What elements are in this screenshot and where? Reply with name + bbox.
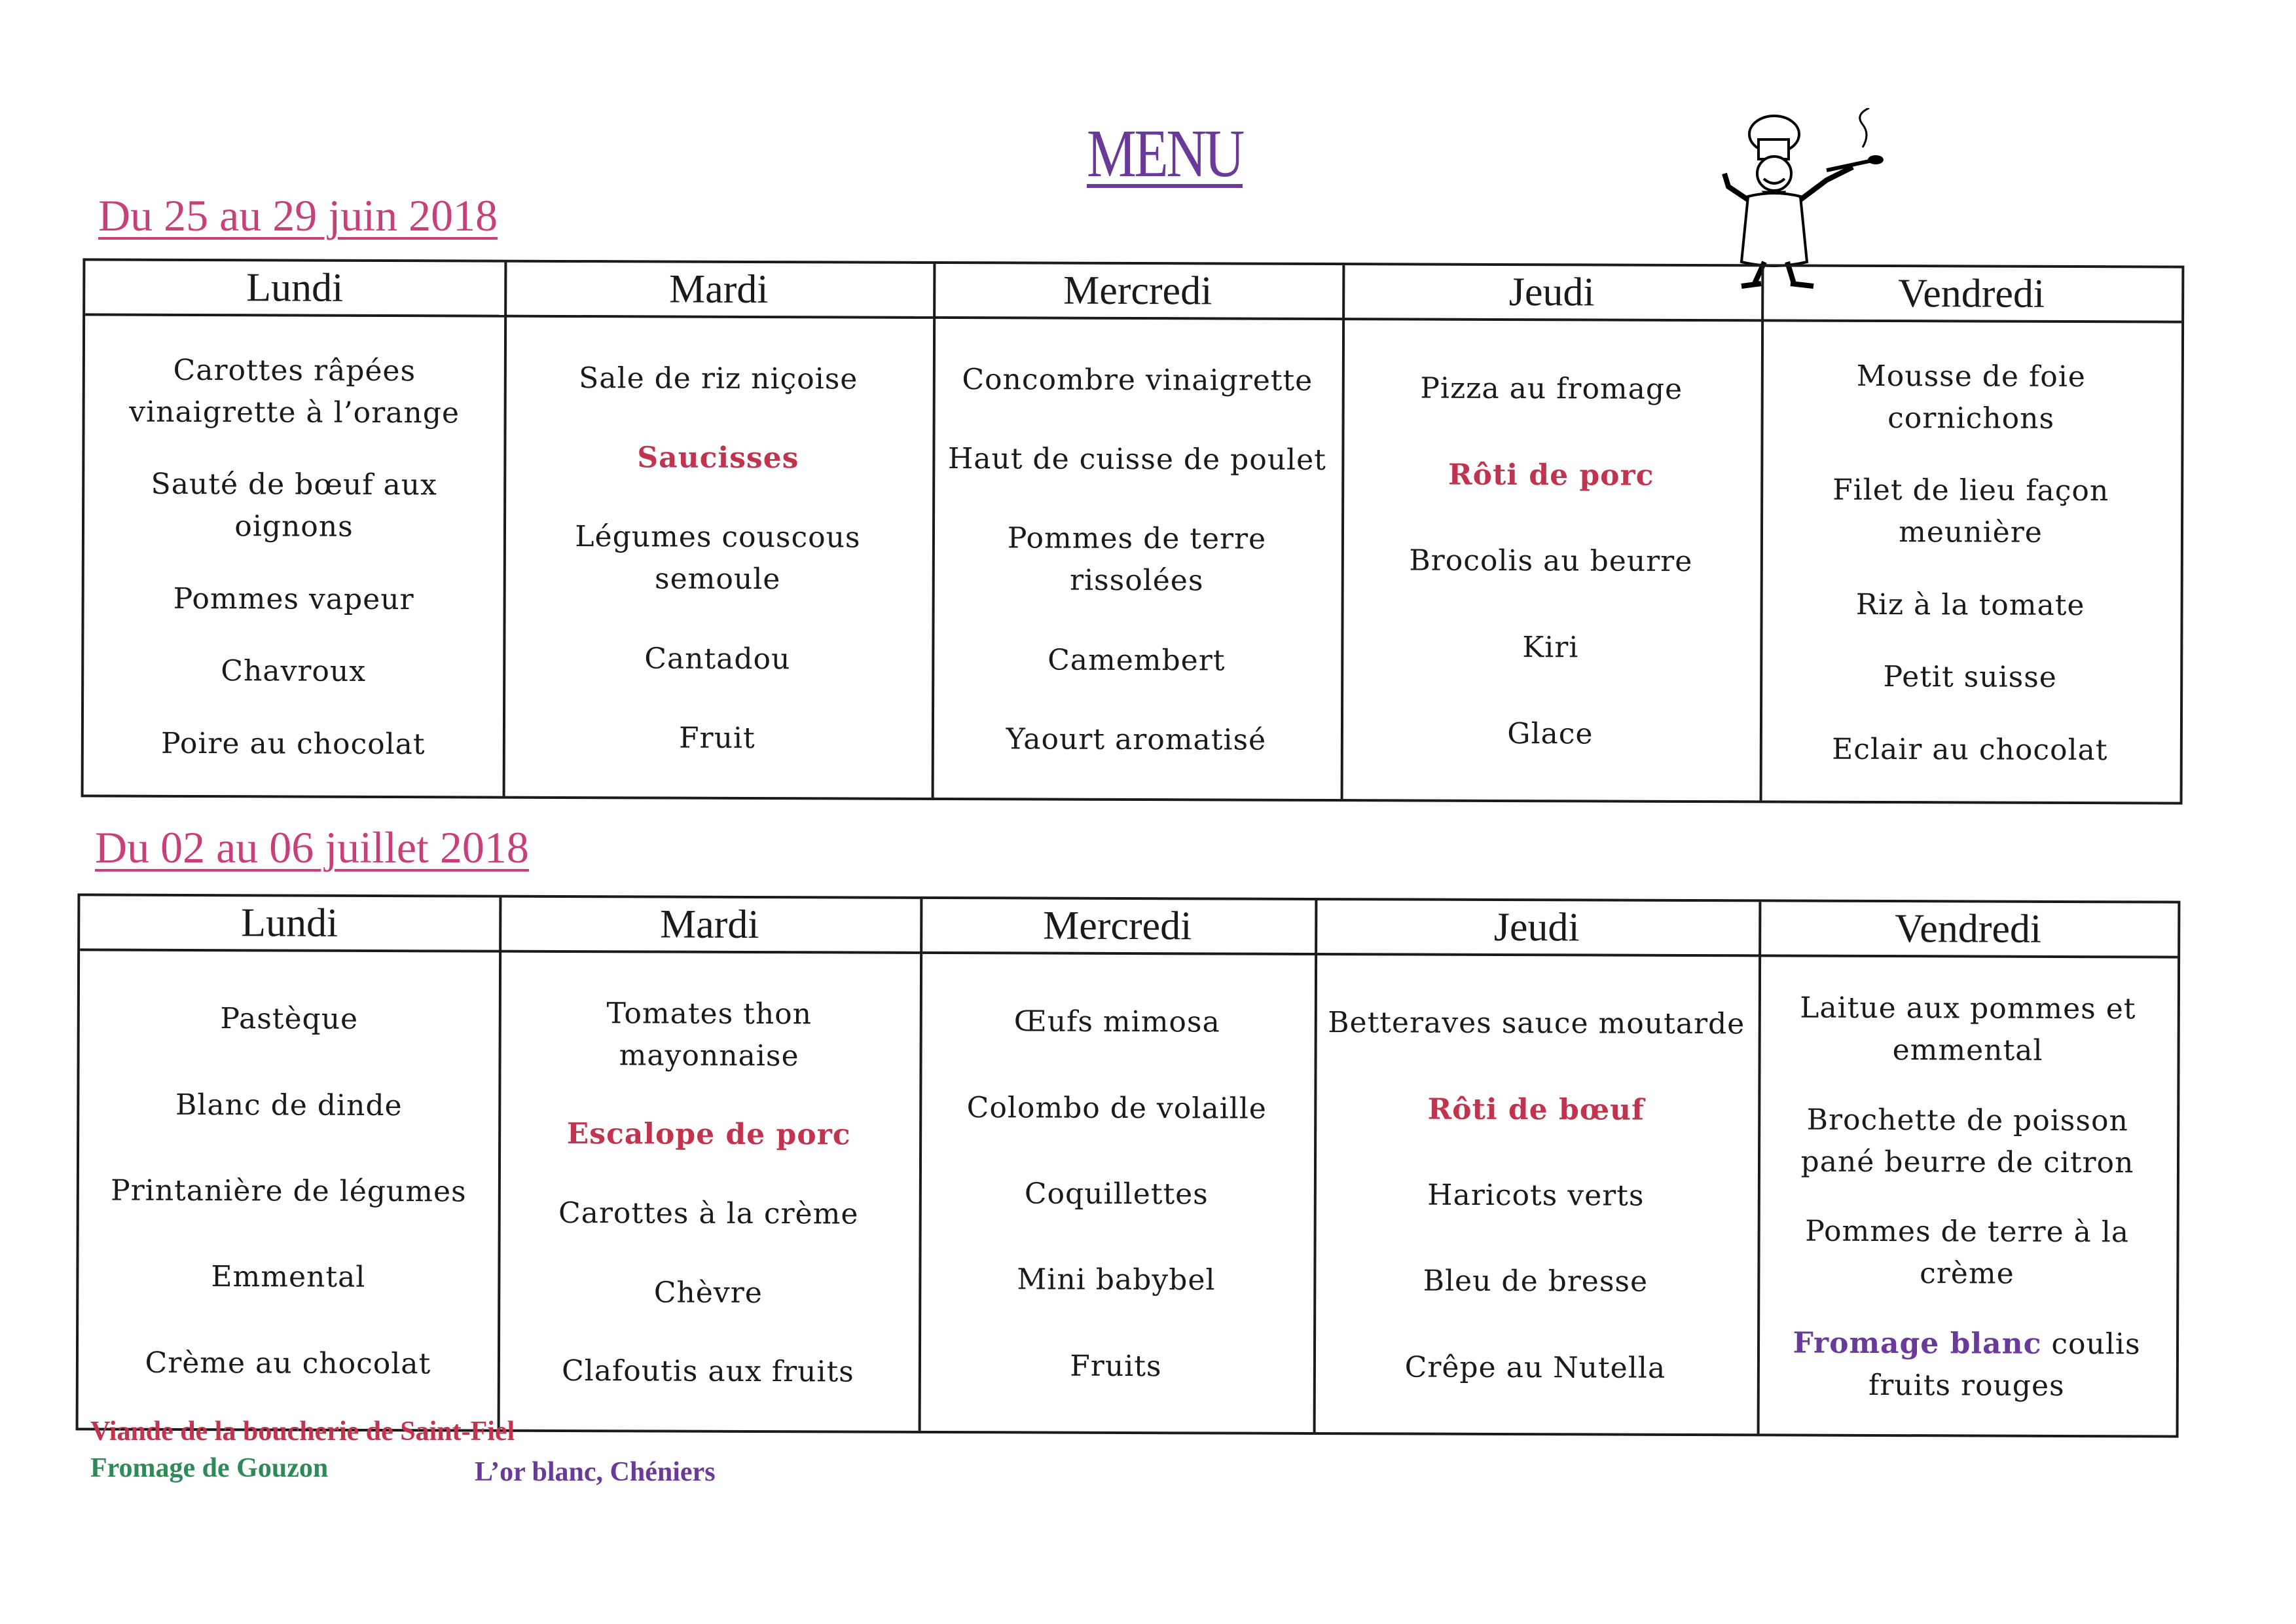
day-header: Lundi: [80, 896, 499, 952]
day-header: Mardi: [499, 898, 920, 954]
week-2-title: Du 02 au 06 juillet 2018: [95, 822, 529, 872]
dish-item: Concombre vinaigrette: [962, 363, 1313, 398]
dish-item: Brocolis au beurre: [1409, 544, 1693, 579]
dish-item: Carottes à la crème: [558, 1196, 859, 1231]
dish-item: Blanc de dinde: [175, 1088, 403, 1122]
dish-list: [1326, 958, 1746, 1433]
dish-item: Fruits: [1070, 1349, 1162, 1383]
day-column-lundi: [79, 896, 502, 1429]
dish-list: [97, 318, 492, 796]
dish-item: Cantadou: [644, 642, 791, 676]
dish-item: Bleu de bresse: [1423, 1264, 1649, 1299]
dish-item: Œufs mimosa: [1013, 1005, 1220, 1039]
dish-item: Fruit: [678, 721, 756, 755]
day-header: Lundi: [85, 261, 504, 317]
dish-item: Pastèque: [220, 1002, 359, 1037]
dish-item: Brochette de poisson pané beurre de citron: [1800, 1103, 2134, 1180]
dish-item: Pommes de terre rissolées: [1007, 521, 1267, 598]
day-column-mardi: [498, 898, 923, 1431]
dish-item: Petit suisse: [1883, 660, 2057, 694]
day-column-mercredi: [919, 899, 1318, 1432]
dish-rest: coulis fruits rouges: [1868, 1327, 2141, 1403]
dish-list: [516, 320, 920, 798]
dish-item: Printanière de légumes: [110, 1173, 467, 1209]
dish-item: Coquillettes: [1024, 1177, 1209, 1211]
dish-item: Crème au chocolat: [145, 1346, 431, 1380]
day-header: Mercredi: [920, 899, 1315, 955]
dish-item: Filet de lieu façon meunière: [1832, 473, 2109, 549]
day-column-vendredi: [1757, 902, 2178, 1435]
dish-item: Escalope de porc: [566, 1117, 851, 1152]
dish-list: [511, 955, 907, 1431]
dish-item: Chavroux: [221, 654, 367, 688]
dish-item: Camembert: [1048, 643, 1226, 678]
day-column-mardi: [503, 263, 936, 798]
day-column-lundi: [84, 261, 507, 796]
dish-list: [1354, 323, 1749, 800]
dish-item: Colombo de volaille: [966, 1090, 1267, 1126]
legend-meat-supplier: Viande de la boucherie de Saint-Fiel: [90, 1416, 515, 1447]
dish-item: Clafoutis aux fruits: [561, 1354, 854, 1389]
day-header: Mercredi: [933, 264, 1342, 320]
dish-item: Haricots verts: [1427, 1178, 1645, 1213]
dish-item: Pommes de terre à la crème: [1805, 1214, 2130, 1291]
dish-item: Crêpe au Nutella: [1404, 1350, 1666, 1385]
dish-item: Pommes vapeur: [173, 581, 414, 616]
dish-item: Emmental: [211, 1260, 366, 1295]
day-column-jeudi: [1313, 900, 1762, 1433]
dish-item: Rôti de bœuf: [1427, 1092, 1645, 1127]
dish-item: Rôti de porc: [1448, 458, 1654, 492]
dish-item: Betteraves sauce moutarde: [1328, 1006, 1745, 1041]
dish-item: Kiri: [1522, 631, 1579, 665]
dish-item: Mousse de foie cornichons: [1856, 359, 2086, 435]
dish-list: [1770, 959, 2165, 1435]
dish-item: Sale de riz niçoise: [579, 361, 858, 396]
dish-item: Légumes couscous semoule: [575, 520, 861, 597]
day-column-jeudi: [1341, 265, 1764, 800]
dish-item: Glace: [1507, 717, 1594, 751]
legend-cheese-supplier: Fromage de Gouzon: [90, 1453, 329, 1483]
week-1-title: Du 25 au 29 juin 2018: [98, 191, 498, 240]
dish-item: [1770, 1322, 2163, 1407]
dish-item: Riz à la tomate: [1855, 587, 2085, 622]
dish-item: Laitue aux pommes et emmental: [1800, 991, 2136, 1068]
dish-item: Carottes râpées vinaigrette à l’orange: [129, 353, 460, 430]
dish-item: Mini babybel: [1017, 1263, 1216, 1297]
day-column-vendredi: [1760, 267, 2182, 802]
page-title: MENU: [1087, 116, 1243, 191]
day-header: Jeudi: [1342, 265, 1761, 322]
dish-item: Tomates thon mayonnaise: [606, 996, 812, 1073]
dish-item: Haut de cuisse de poulet: [947, 442, 1326, 477]
dish-item: Sauté de bœuf aux oignons: [151, 467, 437, 544]
dish-list: [1773, 324, 2169, 802]
dish-item: Pizza au fromage: [1420, 371, 1683, 406]
dish-item: Saucisses: [637, 441, 799, 475]
legend-dairy-supplier: L’or blanc, Chéniers: [475, 1457, 716, 1487]
day-header: Jeudi: [1315, 900, 1758, 957]
dairy-highlight: Fromage blanc: [1793, 1326, 2042, 1361]
day-header: Mardi: [504, 263, 933, 319]
dish-item: Poire au chocolat: [160, 726, 426, 761]
dish-list: [92, 953, 486, 1429]
day-header: Vendredi: [1758, 902, 2178, 958]
dish-item: Chèvre: [653, 1276, 763, 1310]
week-2-table: [76, 893, 2181, 1437]
dish-item: Eclair au chocolat: [1832, 732, 2108, 767]
dish-list: [945, 322, 1330, 799]
week-1-table: [81, 258, 2185, 804]
day-header: Vendredi: [1761, 267, 2181, 323]
dish-item: Yaourt aromatisé: [1006, 722, 1267, 757]
dish-list: [932, 957, 1302, 1432]
day-column-mercredi: [932, 264, 1345, 799]
